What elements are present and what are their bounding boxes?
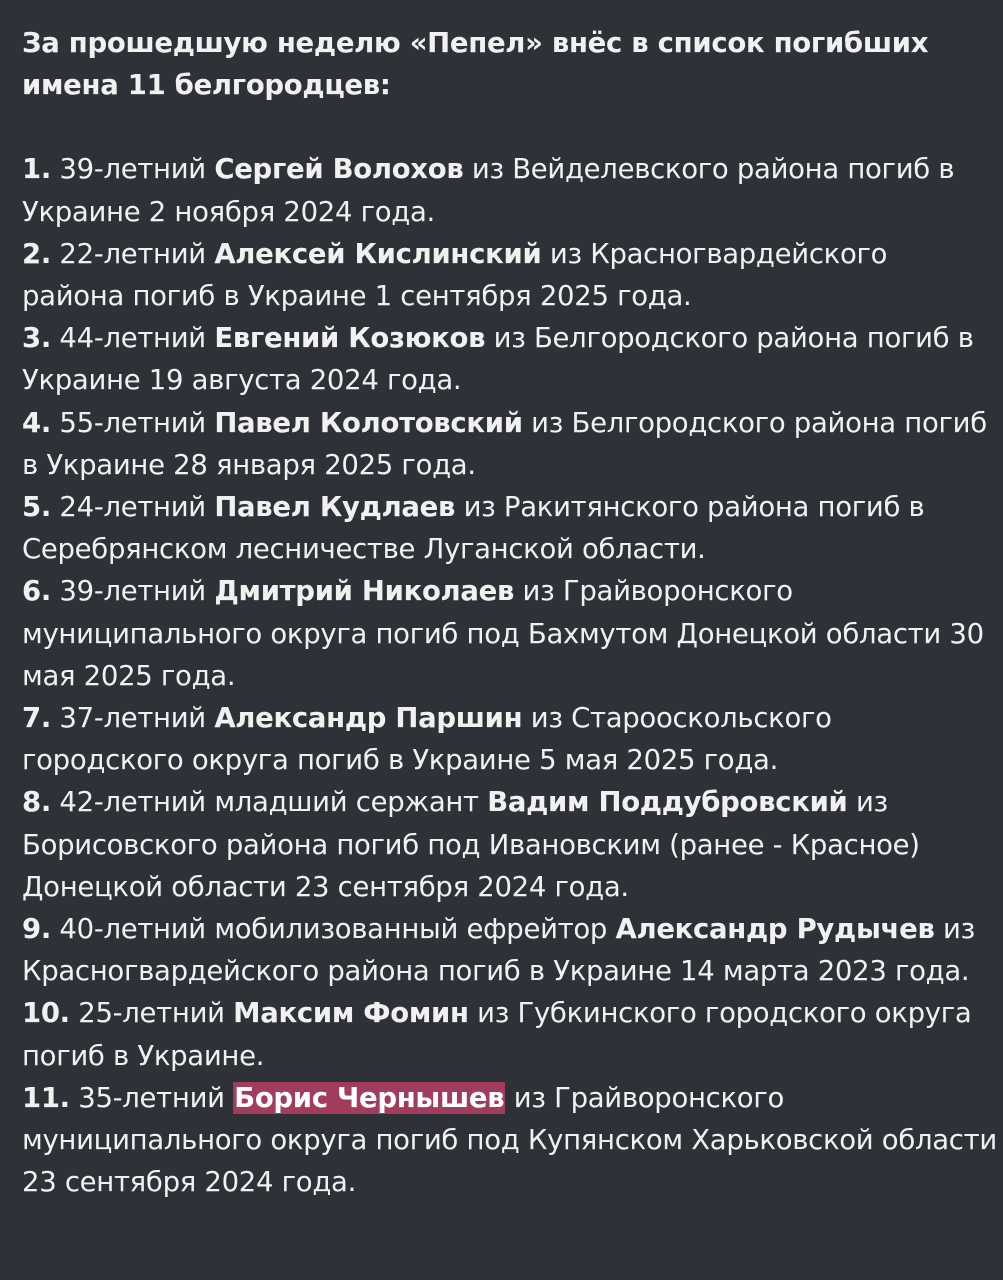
item-name: Павел Кудлаев — [214, 491, 456, 524]
item-details: из Красногвардейского района погиб в Украине 1 сентября 2025 года. — [22, 237, 888, 313]
item-number: 4. — [22, 406, 51, 439]
list-item — [22, 570, 997, 697]
list-item — [22, 697, 997, 781]
item-description: 55-летний — [50, 406, 215, 439]
item-number: 5. — [22, 491, 51, 524]
item-number: 11. — [22, 1081, 70, 1114]
item-description: 37-летний — [50, 702, 215, 735]
list-item — [22, 402, 997, 486]
item-description: 39-летний — [50, 153, 215, 186]
item-number: 2. — [22, 237, 51, 270]
item-name: Сергей Волохов — [214, 153, 464, 186]
item-details: из Ракитянского района погиб в Серебрянском лесничестве Луганской области. — [22, 491, 925, 566]
item-details: из Грайворонского муниципального округа погиб под Купянском Харьковской области 23 сентября 2024 года. — [22, 1081, 997, 1199]
message-title: За прошедшую неделю «Пепел» внёс в список погибших имена 11 белгородцев: — [22, 27, 929, 102]
item-description: 44-летний — [50, 322, 215, 355]
item-name: Павел Колотовский — [214, 406, 523, 439]
item-description: 25-летний — [69, 997, 234, 1030]
list-item — [22, 781, 997, 908]
item-name: Евгений Козюков — [214, 322, 486, 355]
list-item — [22, 317, 997, 401]
item-description: 39-летний — [50, 575, 215, 608]
item-details: из Белгородского района погиб в Украине 28 января 2025 года. — [22, 406, 987, 481]
item-description: 35-летний — [69, 1081, 234, 1114]
item-number: 8. — [22, 786, 51, 819]
item-number: 10. — [22, 997, 70, 1030]
message-text — [22, 22, 997, 1203]
item-details: из Вейделевского района погиб в Украине 2 ноября 2024 года. — [22, 153, 955, 228]
item-details: из Белгородского района погиб в Украине 19 августа 2024 года. — [22, 322, 974, 397]
list-item — [22, 908, 997, 992]
item-number: 9. — [22, 913, 51, 946]
item-description: 24-летний — [50, 491, 215, 524]
item-number: 3. — [22, 322, 51, 355]
item-name: Максим Фомин — [233, 997, 469, 1030]
item-description: 42-летний младший сержант — [50, 786, 488, 819]
item-number: 1. — [22, 153, 51, 186]
item-name: Александр Паршин — [214, 702, 523, 735]
item-details: из Борисовского района погиб под Ивановским (ранее - Красное) Донецкой области 23 сентября 2024 года. — [22, 786, 920, 903]
item-name: Дмитрий Николаев — [214, 575, 515, 608]
item-details: из Старооскольского городского округа погиб в Украине 5 мая 2025 года. — [22, 702, 832, 777]
item-description: 22-летний — [50, 237, 215, 270]
item-details: из Красногвардейского района погиб в Украине 14 марта 2023 года. — [22, 913, 975, 988]
list-item — [22, 486, 997, 570]
fallen-list — [22, 148, 997, 1203]
item-name: Вадим Поддубровский — [487, 786, 848, 819]
item-name: Александр Рудычев — [615, 913, 935, 946]
item-number: 7. — [22, 702, 51, 735]
item-name: Алексей Кислинский — [214, 237, 542, 270]
item-details: из Губкинского городского округа погиб в Украине. — [22, 997, 972, 1072]
item-description: 40-летний мобилизованный ефрейтор — [50, 913, 616, 946]
list-item — [22, 992, 997, 1076]
highlighted-name: Борис Чернышев — [234, 1081, 505, 1114]
list-item — [22, 1077, 997, 1204]
item-details: из Грайворонского муниципального округа погиб под Бахмутом Донецкой области 30 мая 2025 года. — [22, 575, 984, 692]
item-number: 6. — [22, 575, 51, 608]
list-item — [22, 148, 997, 232]
list-item — [22, 233, 997, 317]
